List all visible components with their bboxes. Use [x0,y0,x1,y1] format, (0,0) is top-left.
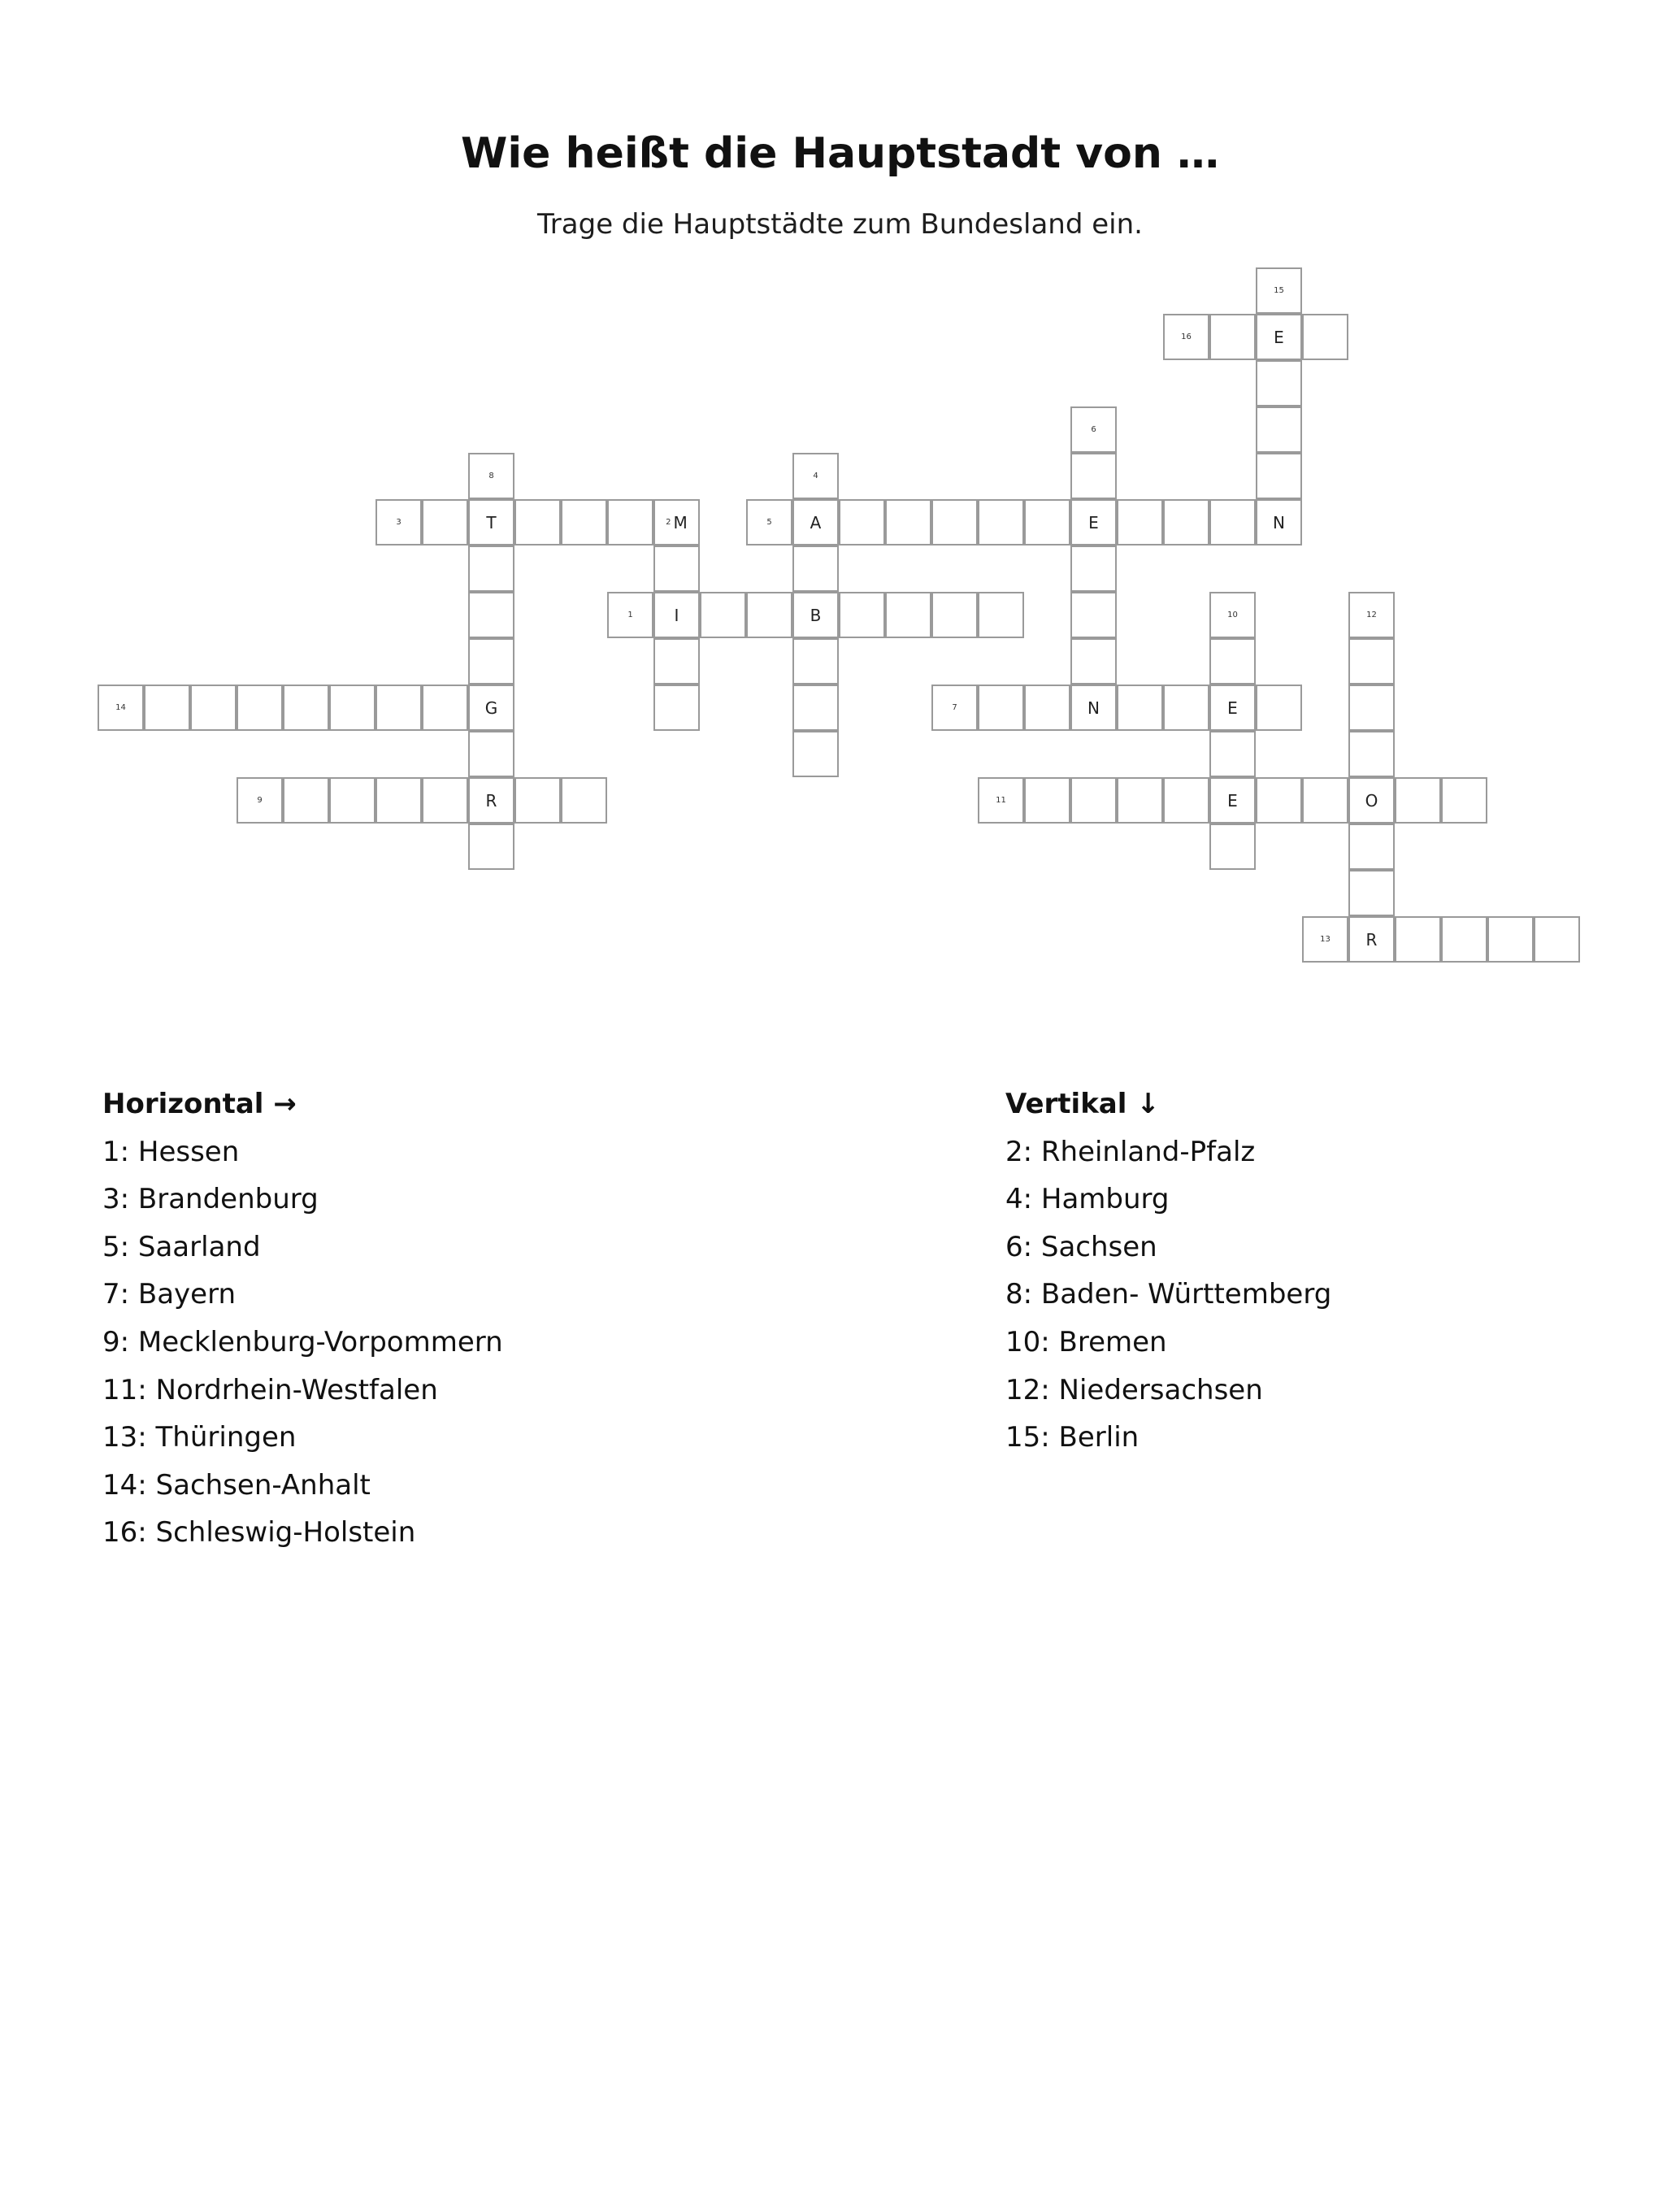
crossword-cell [1256,267,1302,314]
given-letter: N [1087,698,1100,718]
clue-number: 11 [996,795,1006,805]
crossword-cell [885,499,931,545]
crossword-cell [1256,453,1302,499]
crossword-cell [98,685,144,731]
crossword-cell [1163,314,1209,360]
crossword-cell [1348,731,1395,777]
given-letter: M [673,512,688,532]
clue-item: 16: Schleswig-Holstein [102,1516,416,1550]
clue-item: 12: Niedersachsen [1005,1373,1263,1406]
clue-number: 12 [1366,610,1377,619]
crossword-cell [1209,314,1256,360]
crossword-cell [1302,777,1348,824]
crossword-cell [839,499,885,545]
crossword-cell [1348,592,1395,638]
crossword-cell [514,777,561,824]
crossword-cell [1070,545,1117,592]
crossword-cell [746,592,792,638]
crossword-cell [329,777,376,824]
clue-number: 3 [396,517,402,527]
crossword-cell [144,685,190,731]
crossword-cell [1117,777,1163,824]
crossword-cell [1209,777,1256,824]
given-letter: R [485,790,497,811]
crossword-cell [1487,916,1534,963]
crossword-cell [1256,406,1302,453]
clue-item: 5: Saarland [102,1230,261,1263]
crossword-cell [1348,870,1395,916]
crossword-cell [653,592,700,638]
crossword-cell [839,592,885,638]
crossword-cell [1163,777,1209,824]
clue-number: 1 [627,610,633,619]
crossword-cell [1070,685,1117,731]
crossword-cell [978,499,1024,545]
crossword-cell [190,685,237,731]
crossword-cell [1024,777,1070,824]
crossword-cell [329,685,376,731]
crossword-cell [931,685,978,731]
crossword-cell [376,499,422,545]
crossword-cell [1256,499,1302,545]
crossword-cell [468,824,514,870]
clue-number: 2 [666,517,671,527]
crossword-cell [1395,777,1441,824]
crossword-cell [1534,916,1580,963]
crossword-cell [931,592,978,638]
crossword-cell [1441,777,1487,824]
crossword-cell [283,685,329,731]
crossword-cell [1302,916,1348,963]
crossword-cell [422,685,468,731]
crossword-cell [1117,685,1163,731]
clue-item: 11: Nordrhein-Westfalen [102,1373,438,1406]
clue-item: 9: Mecklenburg-Vorpommern [102,1325,503,1358]
horizontal-heading: Horizontal → [102,1088,297,1120]
given-letter: T [486,512,497,532]
given-letter: I [674,605,679,625]
given-letter: A [810,512,822,532]
clue-number: 13 [1320,934,1331,944]
crossword-cell [792,638,839,685]
crossword-cell [1209,824,1256,870]
clue-item: 13: Thüringen [102,1421,297,1454]
crossword-cell [1256,777,1302,824]
clue-item: 14: Sachsen-Anhalt [102,1468,371,1502]
crossword-cell [468,638,514,685]
crossword-cell [1209,499,1256,545]
crossword-cell [1070,453,1117,499]
crossword-cell [653,499,700,545]
crossword-cell [468,731,514,777]
crossword-cell [1117,499,1163,545]
crossword-cell [237,685,283,731]
crossword-cell [468,777,514,824]
crossword-cell [1302,314,1348,360]
crossword-cell [653,685,700,731]
crossword-cell [792,731,839,777]
crossword-cell [653,638,700,685]
crossword-cell [931,499,978,545]
crossword-grid [98,267,1580,963]
crossword-cell [1348,685,1395,731]
crossword-cell [607,592,653,638]
clue-item: 4: Hamburg [1005,1183,1170,1216]
crossword-cell [792,685,839,731]
crossword-cell [1070,638,1117,685]
crossword-cell [746,499,792,545]
given-letter: E [1227,698,1238,718]
clue-number: 16 [1181,332,1192,341]
page-title: Wie heißt die Hauptstadt von … [461,129,1219,178]
crossword-cell [561,499,607,545]
given-letter: B [810,605,822,625]
clue-item: 7: Bayern [102,1278,237,1311]
clue-number: 5 [766,517,772,527]
given-letter: E [1274,327,1284,347]
clue-item: 8: Baden- Württemberg [1005,1278,1332,1311]
crossword-cell [468,453,514,499]
crossword-cell [1256,360,1302,406]
given-letter: R [1365,929,1378,950]
given-letter: E [1227,790,1238,811]
given-letter: N [1273,512,1285,532]
crossword-cell [1348,824,1395,870]
clue-number: 9 [257,795,263,805]
crossword-cell [1348,638,1395,685]
crossword-cell [422,499,468,545]
clue-item: 10: Bremen [1005,1325,1167,1358]
vertical-heading: Vertikal ↓ [1005,1088,1160,1120]
crossword-cell [468,545,514,592]
crossword-cell [376,777,422,824]
crossword-cell [1070,499,1117,545]
crossword-cell [1070,777,1117,824]
crossword-cell [1256,685,1302,731]
given-letter: G [484,698,498,718]
crossword-cell [1209,638,1256,685]
crossword-cell [1163,685,1209,731]
crossword-cell [468,685,514,731]
clue-item: 2: Rheinland-Pfalz [1005,1135,1256,1168]
clue-item: 15: Berlin [1005,1421,1140,1454]
crossword-cell [561,777,607,824]
given-letter: E [1088,512,1099,532]
crossword-cell [283,777,329,824]
crossword-cell [978,592,1024,638]
given-letter: O [1365,790,1378,811]
crossword-cell [1441,916,1487,963]
crossword-cell [514,499,561,545]
crossword-cell [1070,406,1117,453]
crossword-cell [468,592,514,638]
clue-number: 14 [115,702,126,712]
crossword-cell [885,592,931,638]
crossword-cell [1209,685,1256,731]
clue-item: 3: Brandenburg [102,1183,319,1216]
crossword-cell [792,592,839,638]
clue-item: 6: Sachsen [1005,1230,1157,1263]
clue-number: 8 [488,471,494,480]
vertical-clues [1005,1080,1331,1462]
crossword-cell [792,453,839,499]
crossword-cell [978,685,1024,731]
crossword-cell [653,545,700,592]
crossword-cell [1209,592,1256,638]
clue-number: 15 [1274,285,1284,295]
crossword-cell [1163,499,1209,545]
clue-number: 4 [813,471,818,480]
crossword-cell [792,545,839,592]
crossword-cell [1348,777,1395,824]
crossword-cell [607,499,653,545]
crossword-cell [1070,592,1117,638]
clue-item: 1: Hessen [102,1135,240,1168]
crossword-cell [422,777,468,824]
crossword-cell [376,685,422,731]
horizontal-clues [102,1080,503,1557]
crossword-cell [978,777,1024,824]
crossword-cell [1256,314,1302,360]
crossword-cell [1024,685,1070,731]
instructions: Trage die Hauptstädte zum Bundesland ein. [537,208,1143,241]
crossword-cell [237,777,283,824]
crossword-cell [468,499,514,545]
crossword-cell [1024,499,1070,545]
crossword-cell [1395,916,1441,963]
clue-number: 10 [1227,610,1238,619]
clue-number: 7 [952,702,957,712]
crossword-cell [1348,916,1395,963]
crossword-cell [1209,731,1256,777]
crossword-cell [792,499,839,545]
crossword-cell [700,592,746,638]
clue-number: 6 [1091,424,1096,434]
